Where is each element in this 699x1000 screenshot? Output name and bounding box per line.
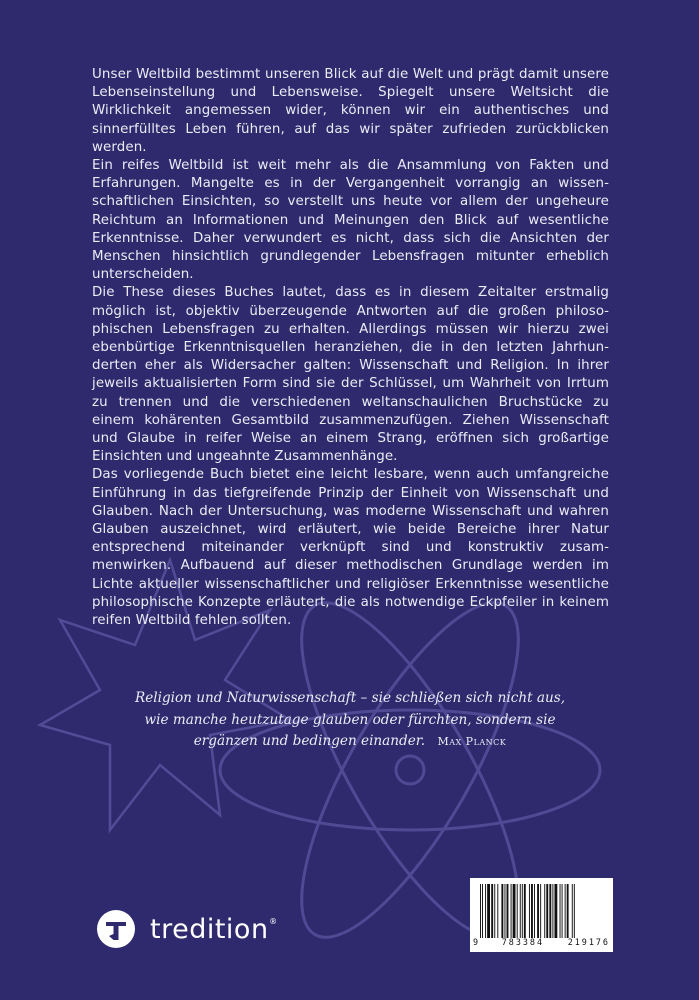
- blurb-paragraph-1: Unser Weltbild bestimmt unseren Blick auf die Welt und prägt damit unsere Lebenseinstellung und Lebensweise. Spiegelt unsere Weltsicht die Wirklichkeit angemessen wider, können wir ein authentisches und sinnerfülltes Leben führen, auf das wir später zufrieden zurückblicken werden.: [92, 67, 609, 155]
- barcode-bar: [565, 884, 566, 938]
- publisher-name: [150, 913, 278, 945]
- barcode-bar: [517, 884, 518, 938]
- barcode-bars: [478, 884, 605, 938]
- registered-mark: ®: [269, 916, 278, 926]
- barcode-bar: [574, 884, 575, 938]
- barcode-bar: [546, 884, 548, 938]
- barcode-bar: [480, 884, 481, 938]
- barcode-bar: [562, 884, 563, 938]
- barcode-bar: [540, 884, 541, 938]
- barcode-bar: [494, 884, 495, 938]
- barcode-digit-prefix: 9: [473, 937, 479, 947]
- barcode-bar: [501, 884, 503, 938]
- barcode-bar: [487, 884, 490, 938]
- tredition-logo-icon: [96, 909, 136, 949]
- barcode-bar: [529, 884, 530, 938]
- blurb-paragraph-4: Das vorliegende Buch bietet eine leicht lesbare, wenn auch umfangreiche Einführung in das tiefgreifende Prinzip der Einheit von Wissenschaft und Glauben. Nach der Untersuchung, was moderne Wissenschaft und wahren Glauben auszeichnet, wird erläutert, wie beide Bereiche ihrer Natur entsprechend miteinander verknüpft sind und konstruktiv zusammenwirken. Aufbauend auf dieser methodischen Grundlage werden im Lichte aktueller wissenschaftlicher und religiöser Erkenntnisse wesentliche philosophische Konzepte erläutert, die als notwendige Eckpfeiler in keinem reifen Weltbild fehlen sollten.: [92, 467, 609, 629]
- barcode-bar: [511, 884, 512, 938]
- quote: [130, 688, 570, 753]
- publisher-name-text: tredition: [150, 913, 269, 945]
- blurb-text: [92, 66, 609, 630]
- barcode-bar: [572, 884, 573, 938]
- barcode-bar: [531, 884, 533, 938]
- barcode-bar: [554, 884, 557, 938]
- barcode-bar: [504, 884, 505, 938]
- barcode-bar: [524, 884, 526, 938]
- blurb-paragraph-2: Ein reifes Weltbild ist weit mehr als die Ansammlung von Fakten und Erfahrungen. Mangelte es in der Vergangenheit vorrangig an wissenschaftlichen Einsichten, so verstellt uns heute vor allem der ungeheure Reichtum an Informationen und Meinungen den Blick auf wesentliche Erkenntnisse. Daher verwundert es nicht, dass sich die Ansichten der Menschen hinsichtlich grundlegender Lebensfragen mitunter erheblich unterscheiden.: [92, 158, 609, 283]
- barcode-bar: [544, 884, 545, 938]
- publisher-logo: [96, 908, 278, 950]
- blurb-paragraph-3: Die These dieses Buches lautet, dass es in diesem Zeitalter erstmalig möglich ist, objektiv überzeugende Antworten auf die großen philosophischen Lebensfragen zu erhalten. Allerdings müssen wir hierzu zwei ebenbürtige Erkenntnisquellen heranziehen, die in den letzten Jahrhunderten eher als Widersacher galten: Wissenschaft und Religion. In ihrer jeweils aktualisierten Form sind sie der Schlüssel, um Wahrheit von Irrtum zu trennen und die verschiedenen weltanschaulichen Bruchstücke zu einem kohärenten Gesamtbild zusammenzufügen. Ziehen Wissenschaft und Glaube in reifer Weise an einem Strang, eröffnen sich großartige Einsichten und ungeahnte Zusammenhänge.: [92, 285, 609, 465]
- barcode-bar: [513, 884, 516, 938]
- isbn-barcode: [470, 878, 613, 952]
- barcode-bar: [537, 884, 539, 938]
- barcode-digit-group-2: 219176: [567, 937, 610, 947]
- barcode-bar: [491, 884, 493, 938]
- barcode-bar: [482, 884, 483, 938]
- barcode-bar: [507, 884, 509, 938]
- barcode-digits: [473, 937, 610, 947]
- barcode-bar: [522, 884, 523, 938]
- barcode-digit-group-1: 783384: [501, 937, 545, 947]
- barcode-bar: [567, 884, 569, 938]
- barcode-bar: [534, 884, 535, 938]
- barcode-bar: [520, 884, 521, 938]
- quote-text: Religion und Naturwissenschaft – sie schließen sich nicht aus, wie manche heutzutage glauben oder fürchten, sondern sie ergänzen und bedingen einander.: [134, 690, 566, 749]
- barcode-bar: [497, 884, 498, 938]
- barcode-bar: [552, 884, 553, 938]
- quote-author: Max Planck: [437, 735, 507, 748]
- barcode-bar: [560, 884, 561, 938]
- barcode-bar: [549, 884, 551, 938]
- barcode-bar: [485, 884, 486, 938]
